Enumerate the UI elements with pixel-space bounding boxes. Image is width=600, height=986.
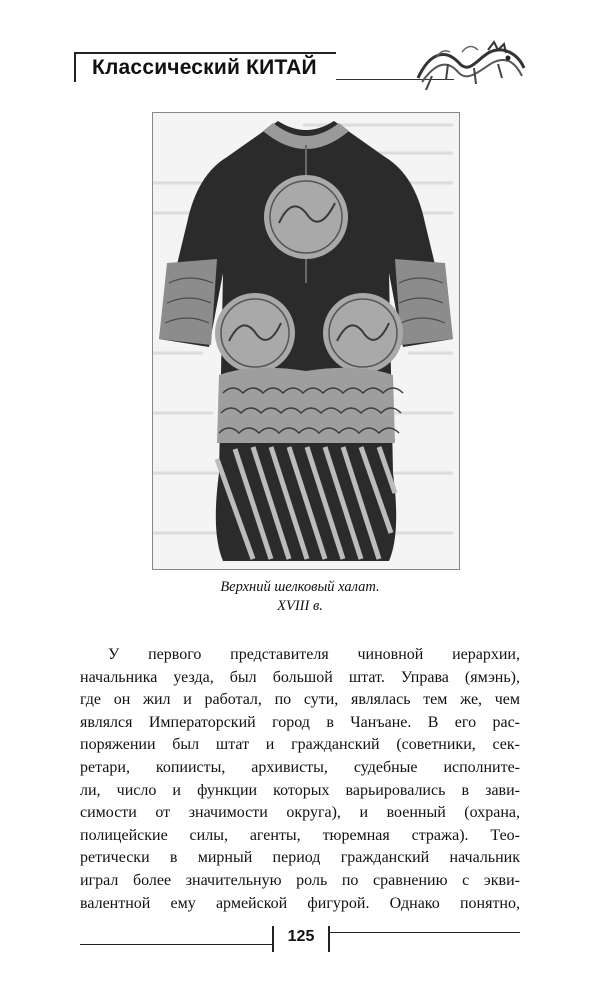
text-line: валентной ему армейской фигурой. Однако понятно, <box>80 894 520 912</box>
page-number: 125 <box>287 928 315 945</box>
silk-robe-illustration <box>153 113 459 569</box>
text-line: поряжении был штат и гражданский (советники, сек- <box>80 736 520 754</box>
text-line: У первого представителя чиновной иерархии, <box>108 646 520 663</box>
text-line: полицейские силы, агенты, тюремная стража). Тео- <box>80 826 520 844</box>
body-paragraph <box>80 644 520 915</box>
footer-rule-right <box>330 932 520 933</box>
text-line: симости от значимости округа), и военный (охрана, <box>80 804 520 822</box>
text-line: являлся Императорский город в Чанъане. В его рас- <box>80 713 520 731</box>
text-line: играл более значительную роль по сравнению с экви- <box>80 871 520 889</box>
running-header-title: Классический КИТАЙ <box>92 56 317 79</box>
footer-rule-left <box>80 944 272 945</box>
dragon-icon <box>412 38 530 98</box>
text-line: где он жил и работал, по сути, являлась тем же, чем <box>80 691 520 709</box>
robe-photo <box>152 112 460 570</box>
text-line: начальника уезда, был большой штат. Управа (ямэнь), <box>80 668 520 686</box>
text-line: ли, число и функции которых варьировались в зави- <box>80 781 520 799</box>
text-line: ретари, копиисты, архивисты, судебные исполните- <box>80 758 520 776</box>
figure-caption <box>152 578 448 616</box>
text-line: ретически в мирный период гражданский начальник <box>80 849 520 867</box>
caption-line-1: Верхний шелковый халат. <box>220 579 380 595</box>
caption-line-2: XVIII в. <box>277 598 323 614</box>
